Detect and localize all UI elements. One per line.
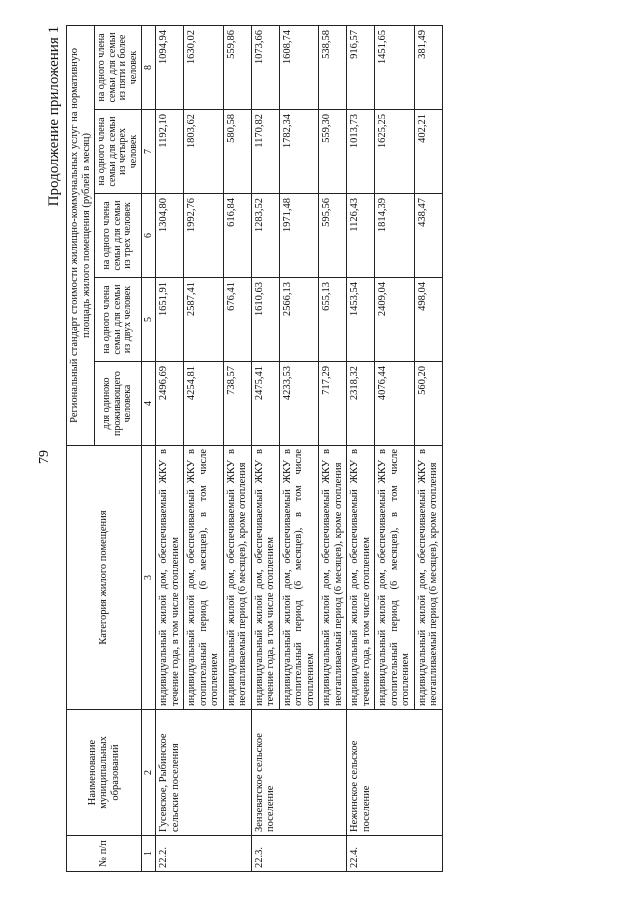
standard-value: 4254,81: [184, 362, 224, 446]
housing-category: индивидуальный жилой дом, обеспечиваемый ЖКУ в течение года, в том числе отоплением: [251, 446, 279, 710]
standard-value: 1453,54: [347, 278, 375, 362]
header-sub-2: на одного члена семьи для семьи из двух человек: [95, 278, 142, 362]
column-index: 1: [142, 836, 156, 872]
standard-value: 1610,63: [251, 278, 279, 362]
standard-value: 1971,48: [279, 194, 319, 278]
standard-value: 580,58: [223, 110, 251, 194]
housing-category: индивидуальный жилой дом, обеспечиваемый ЖКУ в неотапливаемый период (6 месяцев), кроме отопления: [223, 446, 251, 710]
column-index: 4: [142, 362, 156, 446]
standard-value: 1094,94: [156, 25, 184, 109]
row-number: 22.4.: [347, 836, 443, 872]
standard-value: 1803,62: [184, 110, 224, 194]
standard-value: 4233,53: [279, 362, 319, 446]
row-number: 22.2.: [156, 836, 252, 872]
table-body: [156, 25, 443, 871]
standard-value: 738,57: [223, 362, 251, 446]
standard-value: 2496,69: [156, 362, 184, 446]
standard-value: 559,86: [223, 25, 251, 109]
standard-value: 655,13: [319, 278, 347, 362]
standard-value: 559,30: [319, 110, 347, 194]
standard-value: 916,57: [347, 25, 375, 109]
column-index: 5: [142, 278, 156, 362]
housing-category: индивидуальный жилой дом, обеспечиваемый ЖКУ в отопительный период (6 месяцев), в том числе отоплением: [375, 446, 415, 710]
standard-value: 595,56: [319, 194, 347, 278]
standard-value: 1608,74: [279, 25, 319, 109]
rotated-page-content: [48, 26, 542, 872]
header-row-main: [67, 25, 95, 871]
column-index: 6: [142, 194, 156, 278]
housing-category: индивидуальный жилой дом, обеспечиваемый ЖКУ в неотапливаемый период (6 месяцев), кроме отопления: [319, 446, 347, 710]
header-sub-4: на одного члена семьи для семьи из четырех человек: [95, 110, 142, 194]
standard-value: 2318,32: [347, 362, 375, 446]
header-sub-3: на одного члена семьи для семьи из трех человек: [95, 194, 142, 278]
page-number: 79: [37, 450, 52, 464]
standard-value: 1170,82: [251, 110, 279, 194]
table-row: [251, 25, 279, 871]
table-row: [156, 25, 184, 871]
housing-category: индивидуальный жилой дом, обеспечиваемый ЖКУ в отопительный период (6 месяцев), в том числе отоплением: [279, 446, 319, 710]
standard-value: 1451,65: [375, 25, 415, 109]
header-standard: Региональный стандарт стоимости жилищно-коммунальных услуг на нормативную площадь жилого помещения (рублей в месяц): [67, 25, 95, 445]
standard-value: 1013,73: [347, 110, 375, 194]
column-index-row: [142, 25, 156, 871]
standard-value: 1630,02: [184, 25, 224, 109]
header-municipality: Наименование муниципальных образований: [67, 710, 142, 836]
housing-category: индивидуальный жилой дом, обеспечиваемый ЖКУ в течение года, в том числе отоплением: [156, 446, 184, 710]
standard-value: 1625,25: [375, 110, 415, 194]
standard-value: 2475,41: [251, 362, 279, 446]
standard-value: 1192,10: [156, 110, 184, 194]
standard-value: 538,58: [319, 25, 347, 109]
standard-value: 438,47: [414, 194, 442, 278]
row-number: 22.3.: [251, 836, 347, 872]
column-index: 3: [142, 446, 156, 710]
column-index: 7: [142, 110, 156, 194]
standard-value: 2587,41: [184, 278, 224, 362]
standard-value: 2409,04: [375, 278, 415, 362]
municipality-name: Зензеватское сельское поселение: [251, 710, 347, 836]
standard-value: 2566,13: [279, 278, 319, 362]
standard-value: 717,29: [319, 362, 347, 446]
column-index: 8: [142, 25, 156, 109]
standard-value: 676,41: [223, 278, 251, 362]
standard-value: 1283,52: [251, 194, 279, 278]
standard-value: 1073,66: [251, 25, 279, 109]
appendix-title: Продолжение приложения 1: [46, 26, 62, 207]
standard-value: 498,04: [414, 278, 442, 362]
housing-category: индивидуальный жилой дом, обеспечиваемый ЖКУ в течение года, в том числе отоплением: [347, 446, 375, 710]
standard-value: 1651,91: [156, 278, 184, 362]
header-sub-5: на одного члена семьи для семьи из пяти и более человек: [95, 25, 142, 109]
standard-value: 4076,44: [375, 362, 415, 446]
standard-value: 616,84: [223, 194, 251, 278]
standard-value: 1992,76: [184, 194, 224, 278]
header-no: № п/п: [67, 836, 142, 872]
header-category: Категория жилого помещения: [67, 446, 142, 710]
standard-value: 560,20: [414, 362, 442, 446]
standard-value: 1814,39: [375, 194, 415, 278]
header-sub-1: для одиноко проживающего человека: [95, 362, 142, 446]
standard-value: 381,49: [414, 25, 442, 109]
column-index: 2: [142, 710, 156, 836]
municipality-name: Нежинское сельское поселение: [347, 710, 443, 836]
table-row: [347, 25, 375, 871]
standard-value: 402,21: [414, 110, 442, 194]
standards-table: [66, 25, 443, 872]
municipality-name: Гусевское, Рыбинское сельские поселения: [156, 710, 252, 836]
standard-value: 1782,34: [279, 110, 319, 194]
standard-value: 1304,80: [156, 194, 184, 278]
housing-category: индивидуальный жилой дом, обеспечиваемый ЖКУ в неотапливаемый период (6 месяцев), кроме отопления: [414, 446, 442, 710]
housing-category: индивидуальный жилой дом, обеспечиваемый ЖКУ в отопительный период (6 месяцев), в том числе отоплением: [184, 446, 224, 710]
standard-value: 1126,43: [347, 194, 375, 278]
